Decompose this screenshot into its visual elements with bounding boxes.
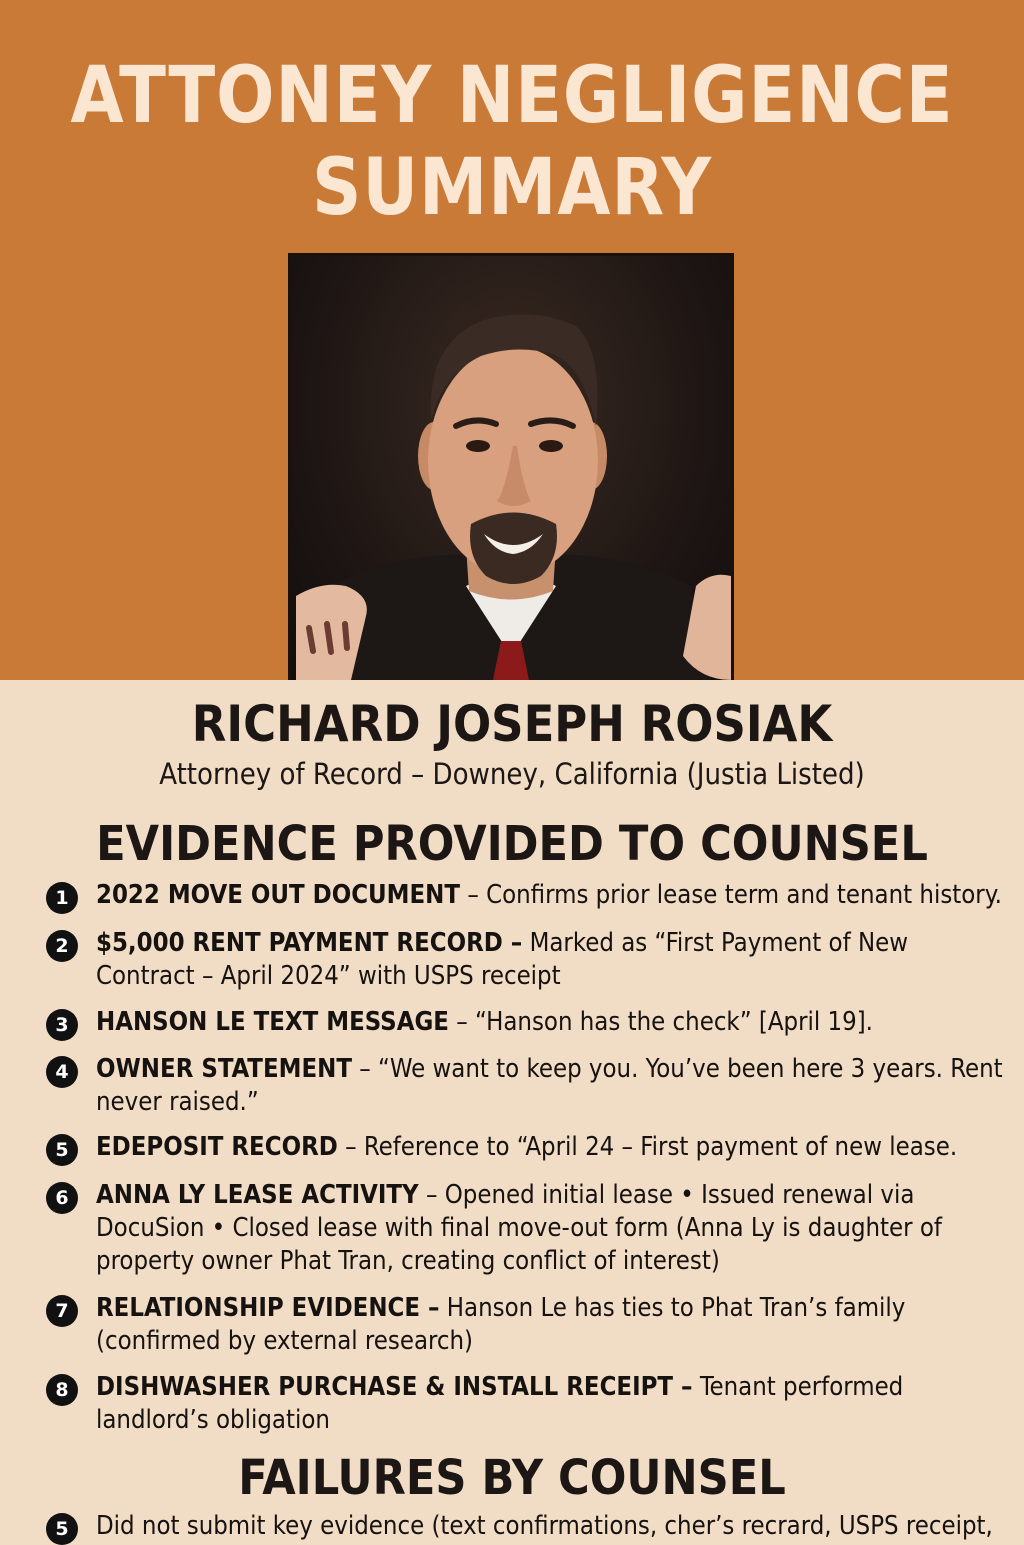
list-item [46,1131,1006,1164]
list-item [46,1006,1006,1039]
item-text: – Opened initial lease • Issued renewal via DocuSion • Closed lease with final move-out form (Anna Ly is daughter of property owner Phat Tran, creating conflict of interest) [96,1180,942,1276]
item-number-badge: 1 [46,882,78,914]
title-line-1: ATTONEY NEGLIGENCE [70,51,954,141]
item-number-badge: 8 [46,1374,78,1406]
list-item [46,927,1006,993]
item-number-badge: 7 [46,1295,78,1327]
item-label: 2022 MOVE OUT DOCUMENT [96,880,461,910]
item-text: Did not submit key evidence (text confirmations, cher’s recrard, USPS receipt, [96,1511,993,1541]
item-label: RELATIONSHIP EVIDENCE – [96,1293,440,1323]
list-item [46,879,1006,912]
evidence-heading: EVIDENCE PROVIDED TO COUNSEL [96,816,928,872]
item-label: EDEPOSIT RECORD [96,1132,338,1162]
item-text: Tenant performed landlord’s obligation [96,1372,904,1435]
item-text: – Confirms prior lease term and tenant history. [460,880,1002,910]
failures-heading: FAILURES BY COUNSEL [238,1450,786,1506]
list-item [46,1510,1006,1543]
page-title [61,50,962,234]
item-number-badge: 2 [46,930,78,962]
title-line-2: SUMMARY [312,143,712,233]
list-item [46,1371,1006,1437]
attorney-photo [288,253,734,680]
item-number-badge: 6 [46,1182,78,1214]
item-label: OWNER STATEMENT [96,1054,352,1084]
list-item [46,1292,1006,1358]
list-item [46,1179,1006,1278]
item-text: – “Hanson has the check” [April 19]. [448,1007,873,1037]
item-number-badge: 3 [46,1009,78,1041]
item-number-badge: 5 [46,1134,78,1166]
item-label: $5,000 RENT PAYMENT RECORD – [96,928,523,958]
list-item [46,1053,1006,1119]
item-label: ANNA LY LEASE ACTIVITY [96,1180,419,1210]
item-number-badge: 5 [46,1513,78,1545]
item-text: Marked as “First Payment of New Contract – April 2024” with USPS receipt [96,928,908,991]
item-text: – Reference to “April 24 – First payment of new lease. [337,1132,958,1162]
item-text: – “We want to keep you. You’ve been here 3 years. Rent never raised.” [96,1054,1003,1117]
item-text: Hanson Le has ties to Phat Tran’s family (confirmed by external research) [96,1293,906,1356]
item-number-badge: 4 [46,1056,78,1088]
attorney-subtitle: Attorney of Record – Downey, California (Justia Listed) [159,757,865,791]
item-label: HANSON LE TEXT MESSAGE [96,1007,449,1037]
attorney-name: RICHARD JOSEPH ROSIAK [191,695,833,753]
item-label: DISHWASHER PURCHASE & INSTALL RECEIPT – [96,1372,693,1402]
header-banner [0,0,1024,680]
